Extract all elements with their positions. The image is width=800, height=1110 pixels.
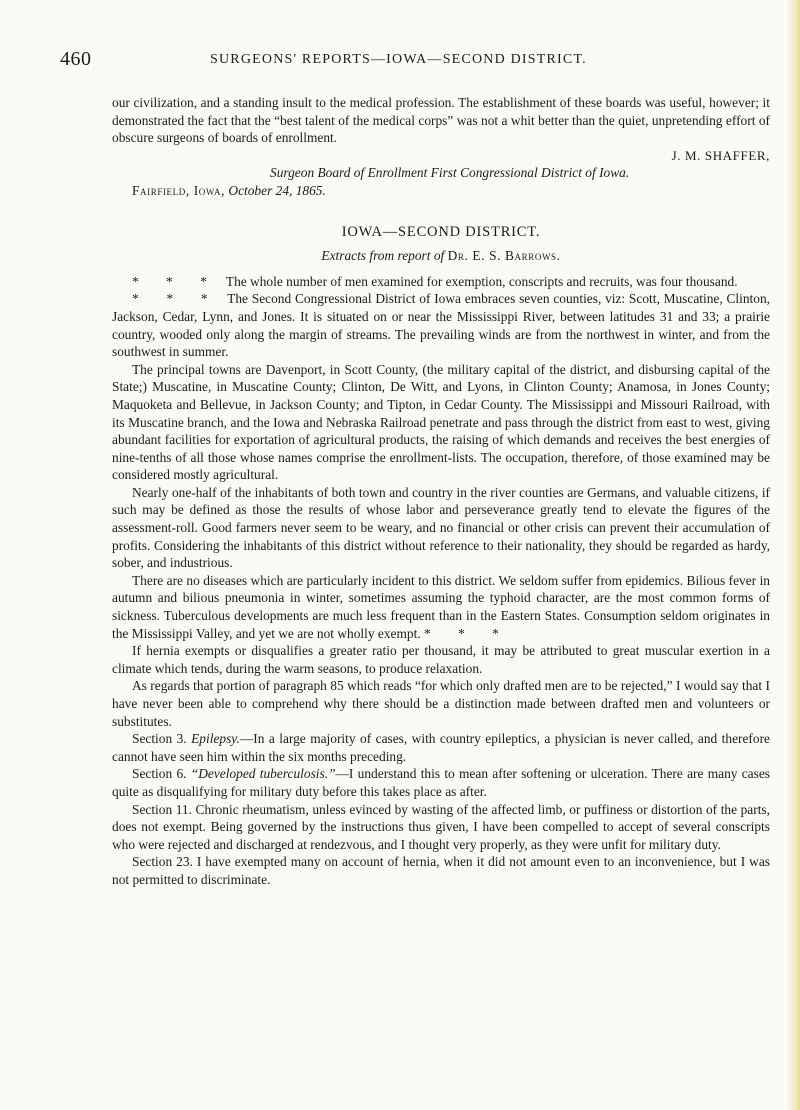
page-body: [112, 94, 770, 889]
signature-name: J. M. SHAFFER,: [671, 147, 770, 163]
extract-line: [112, 247, 770, 265]
ellipsis-stars: * * *: [132, 291, 220, 307]
running-title: SURGEONS' REPORTS—IOWA—SECOND DISTRICT.: [210, 52, 587, 67]
section-term: “Developed tuberculosis.”: [190, 766, 336, 782]
paragraph-section-6: [112, 765, 770, 800]
paragraph-text: There are no diseases which are particularly incident to this district. We seldom suffer from epidemics. Bilious fever in autumn and bilious pneumonia in winter, sometimes assuming the typhoid character, are the most common forms of sickness. Tuberculous developments are much less frequent than in the Eastern States. Consumption seldom originates in the Mississippi Valley, and yet we are not wholly exempt.: [112, 572, 770, 641]
signature-title: Surgeon Board of Enrollment First Congressional District of Iowa.: [270, 165, 630, 181]
section-text: —I understand this to mean after softening or ulceration. There are many cases quite as disqualifying for military duty before this takes place as after.: [112, 766, 770, 799]
paragraph-diseases: [112, 572, 770, 642]
paragraph-section-3: [112, 730, 770, 765]
extract-author: Dr. E. S. Barrows.: [447, 248, 561, 264]
running-head: [60, 48, 760, 70]
closing-paragraph: our civilization, and a standing insult to the medical profession. The establishment of these boards was useful, however; it demonstrated the fact that the “best talent of the medical corps” was not a whit better than the quiet, unpretending effort of obscure surgeons of boards of enrollment.: [112, 95, 770, 146]
paragraph-text: The Second Congressional District of Iowa embraces seven counties, viz: Scott, Muscatine, Clinton, Jackson, Cedar, Lynn, and Jones. It is situated on or near the Mississippi River, between latitudes 31 and 33; a prairie country, wooded only along the margin of streams. The prevailing winds are from the northwest in winter, and from the southwest in summer.: [112, 291, 770, 360]
signature-place-date: [112, 182, 770, 200]
paragraph-hernia: If hernia exempts or disqualifies a greater ratio per thousand, it may be attributed to great muscular exertion in a climate which tends, during the warm seasons, to produce relaxation.: [112, 643, 770, 676]
ellipsis-stars: * * *: [132, 273, 219, 289]
paragraph-towns: The principal towns are Davenport, in Scott County, (the military capital of the district, and disbursing capital of the State;) Muscatine, in Muscatine County; Clinton, De Witt, and Lyons, in Clinton County; Anamosa, in Jones County; Maquoketa and Bellevue, in Jackson County; and Tipton, in Cedar County. The Mississippi and Missouri Railroad, with its Muscatine branch, and the Iowa and Nebraska Railroad penetrate and pass through the district from east to west, giving abundant facilities for exportation of agricultural products, the raising of which demands and receives the best energies of nine-tenths of all those whose names comprise the enrollment-lists. The occupation, therefore, of those examined may be considered mostly agricultural.: [112, 361, 770, 483]
extract-prefix: Extracts from report of: [321, 248, 445, 264]
paragraph-total-examined: [112, 273, 770, 291]
signature-date: October 24, 1865.: [228, 182, 326, 198]
section-lead: Section 6.: [132, 766, 187, 782]
ellipsis-stars: * * *: [424, 625, 511, 641]
signature-place: Fairfield, Iowa,: [132, 182, 226, 198]
section-text: —In a large majority of cases, with country epileptics, a physician is never called, and therefore cannot have seen him within the six months preceding.: [112, 731, 770, 764]
paragraph-section-11: Section 11. Chronic rheumatism, unless evinced by wasting of the affected limb, or puffiness or distortion of the parts, does not exempt. Being governed by the instructions thus given, I have been compelled to accept of several conscripts who were rejected and discharged at rendezvous, and I thought very properly, as they were unfit for military duty.: [112, 801, 770, 852]
paragraph-85: As regards that portion of paragraph 85 which reads “for which only drafted men are to be rejected,” I would say that I have never been able to comprehend why there should be a distinction made between drafted men and volunteers or substitutes.: [112, 678, 770, 729]
paragraph-inhabitants: Nearly one-half of the inhabitants of both town and country in the river counties are Germans, and valuable citizens, if such may be defined as those the results of whose labor and perseverance greatly tend to elevate the figures of the assessment-roll. Good farmers never seem to be weary, and no financial or other crisis can prevent their accumulation of profits. Considering the inhabitants of this district without reference to their nationality, they should be regarded as hardy, sober, and industrious.: [112, 484, 770, 571]
paragraph-counties: [112, 290, 770, 360]
paragraph-section-23: Section 23. I have exempted many on account of hernia, when it did not amount even to an inconvenience, but I was not permitted to discriminate.: [112, 854, 770, 887]
paragraph-text: The whole number of men examined for exemption, conscripts and recruits, was four thousand.: [225, 273, 738, 289]
section-heading: IOWA—SECOND DISTRICT.: [341, 223, 541, 240]
section-term: Epilepsy.: [191, 731, 240, 747]
page-edge-stain: [786, 0, 800, 1110]
section-lead: Section 3.: [132, 731, 187, 747]
page-number: 460: [60, 48, 92, 70]
